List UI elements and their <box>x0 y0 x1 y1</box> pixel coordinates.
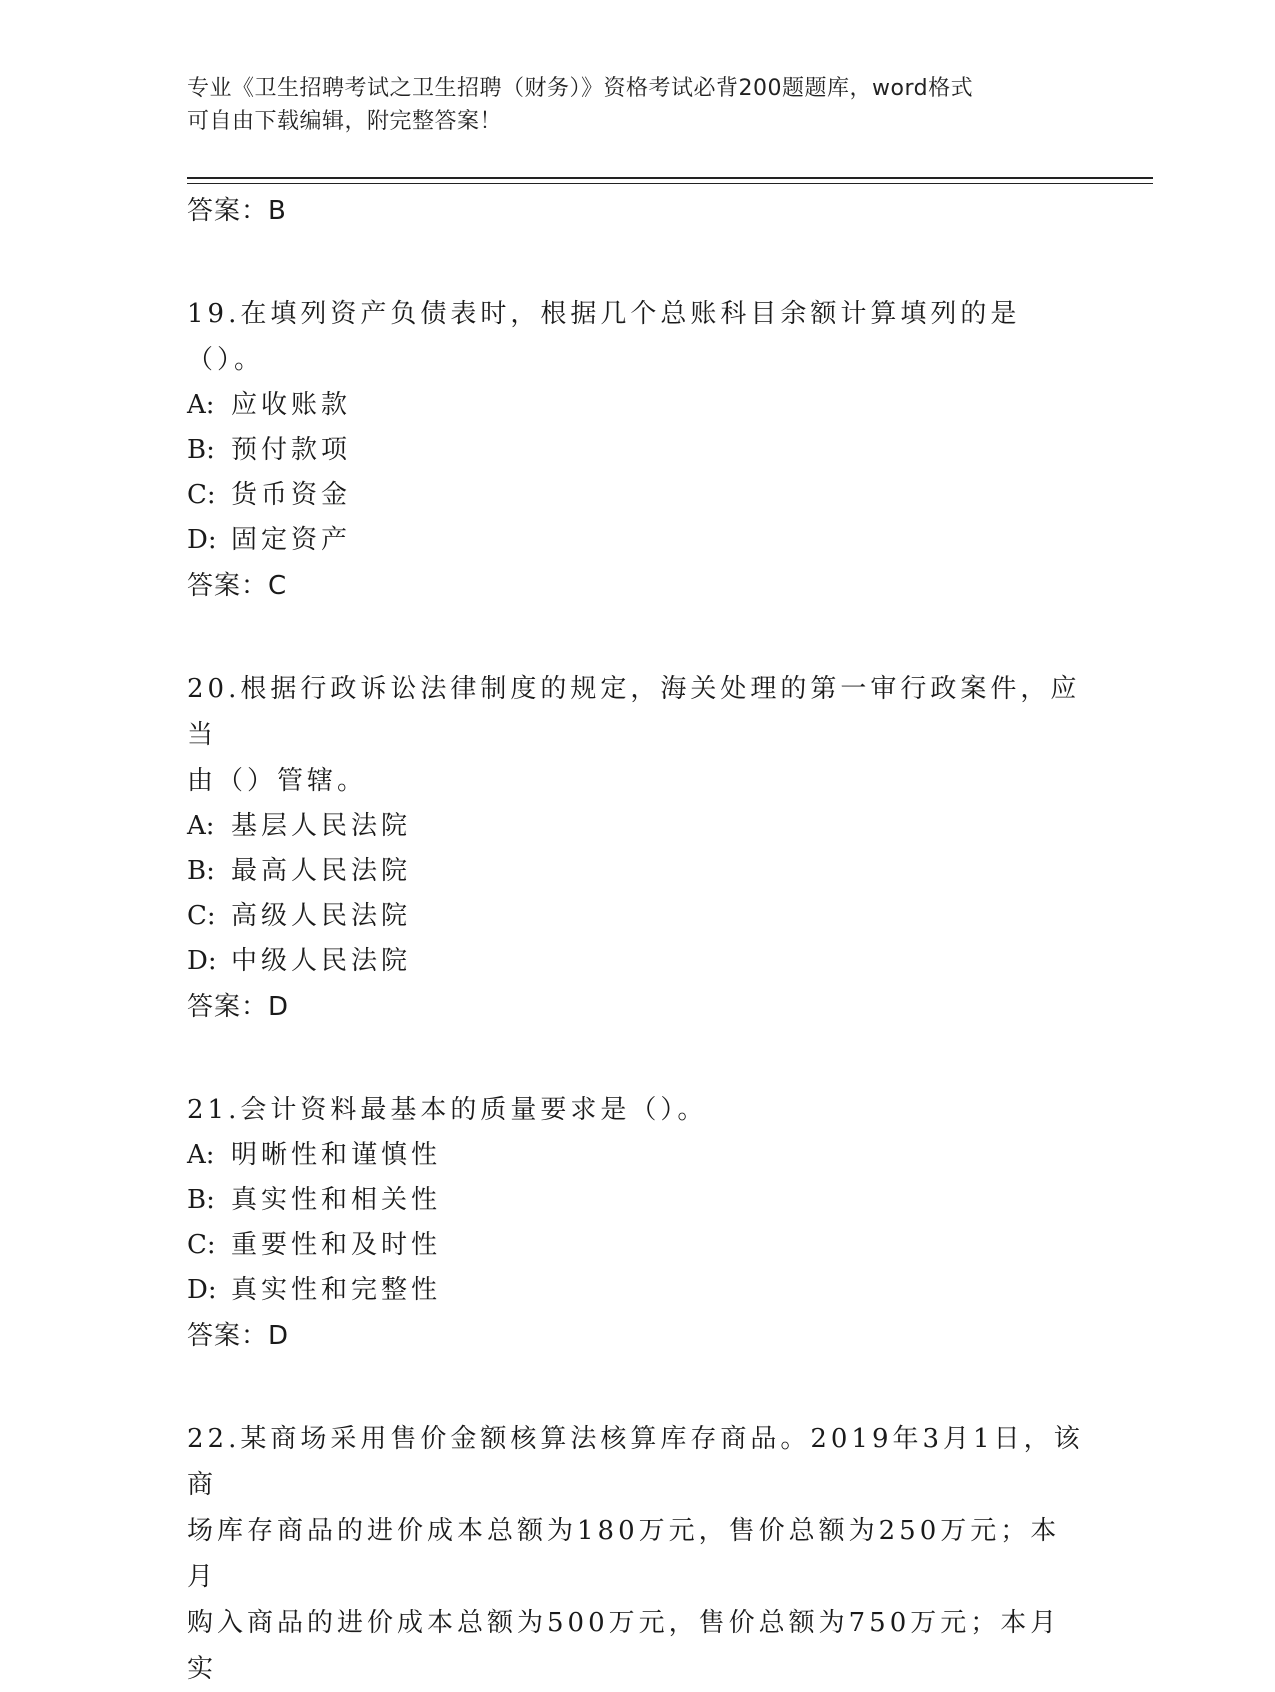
option-text: 真实性和完整性 <box>231 1275 442 1305</box>
answer-line <box>187 984 1087 1030</box>
option-d <box>187 939 1087 984</box>
answer-line <box>187 1313 1087 1359</box>
option-key: C: <box>187 480 216 510</box>
answer-label: 答案： <box>187 571 269 601</box>
option-key: A: <box>187 390 215 420</box>
question-22 <box>187 1416 1087 1692</box>
option-d <box>187 1268 1087 1313</box>
option-b <box>187 849 1087 894</box>
option-c <box>187 473 1087 518</box>
question-list <box>187 188 1087 1692</box>
answer-value: B <box>268 196 287 226</box>
answer-label: 答案： <box>187 1321 269 1351</box>
option-key: C: <box>187 1230 216 1260</box>
option-text: 预付款项 <box>231 435 352 465</box>
answer-value: D <box>268 1321 290 1351</box>
option-key: D: <box>187 525 217 555</box>
option-text: 固定资产 <box>231 525 352 555</box>
option-text: 真实性和相关性 <box>231 1185 442 1215</box>
option-key: D: <box>187 946 217 976</box>
answer-label: 答案： <box>187 196 269 226</box>
question-stem-line-3: 购入商品的进价成本总额为500万元，售价总额为750万元；本月实 <box>187 1608 1061 1684</box>
option-key: A: <box>187 1140 215 1170</box>
option-c <box>187 894 1087 939</box>
answer-label: 答案： <box>187 992 269 1022</box>
option-b <box>187 428 1087 473</box>
option-key: C: <box>187 901 216 931</box>
header-line-2: 可自由下载编辑，附完整答案！ <box>187 109 503 134</box>
option-text: 基层人民法院 <box>231 811 412 841</box>
option-key: B: <box>187 1185 215 1215</box>
option-text: 最高人民法院 <box>231 856 412 886</box>
answer-line <box>187 563 1087 609</box>
option-text: 货币资金 <box>231 480 352 510</box>
option-key: D: <box>187 1275 217 1305</box>
question-stem: 21.会计资料最基本的质量要求是（）。 <box>187 1095 708 1125</box>
option-text: 中级人民法院 <box>231 946 412 976</box>
option-a <box>187 1133 1087 1178</box>
option-key: B: <box>187 435 215 465</box>
question-stem-line-1: 20.根据行政诉讼法律制度的规定，海关处理的第一审行政案件，应当 <box>187 674 1081 750</box>
page-header <box>187 72 1067 138</box>
question-20 <box>187 666 1087 1030</box>
option-key: A: <box>187 811 215 841</box>
question-19 <box>187 291 1087 609</box>
answer-value: C <box>268 571 288 601</box>
option-text: 应收账款 <box>231 390 352 420</box>
header-line-1: 专业《卫生招聘考试之卫生招聘（财务）》资格考试必背200题题库，word格式 <box>187 76 974 101</box>
header-rule-thin <box>187 183 1153 184</box>
option-key: B: <box>187 856 215 886</box>
header-rule-thick <box>187 177 1153 179</box>
question-stem-line-2: 由（）管辖。 <box>187 766 368 796</box>
option-text: 明晰性和谨慎性 <box>231 1140 442 1170</box>
option-text: 重要性和及时性 <box>231 1230 442 1260</box>
question-stem-line-2: 场库存商品的进价成本总额为180万元，售价总额为250万元；本月 <box>187 1516 1061 1592</box>
question-21 <box>187 1087 1087 1359</box>
option-c <box>187 1223 1087 1268</box>
option-b <box>187 1178 1087 1223</box>
answer-value: D <box>268 992 290 1022</box>
option-a <box>187 804 1087 849</box>
option-text: 高级人民法院 <box>231 901 412 931</box>
question-stem-line-1: 22.某商场采用售价金额核算法核算库存商品。2019年3月1日，该商 <box>187 1424 1084 1500</box>
question-stem: 19.在填列资产负债表时，根据几个总账科目余额计算填列的是（）。 <box>187 299 1021 375</box>
option-a <box>187 383 1087 428</box>
option-d <box>187 518 1087 563</box>
answer-line <box>187 188 1087 234</box>
